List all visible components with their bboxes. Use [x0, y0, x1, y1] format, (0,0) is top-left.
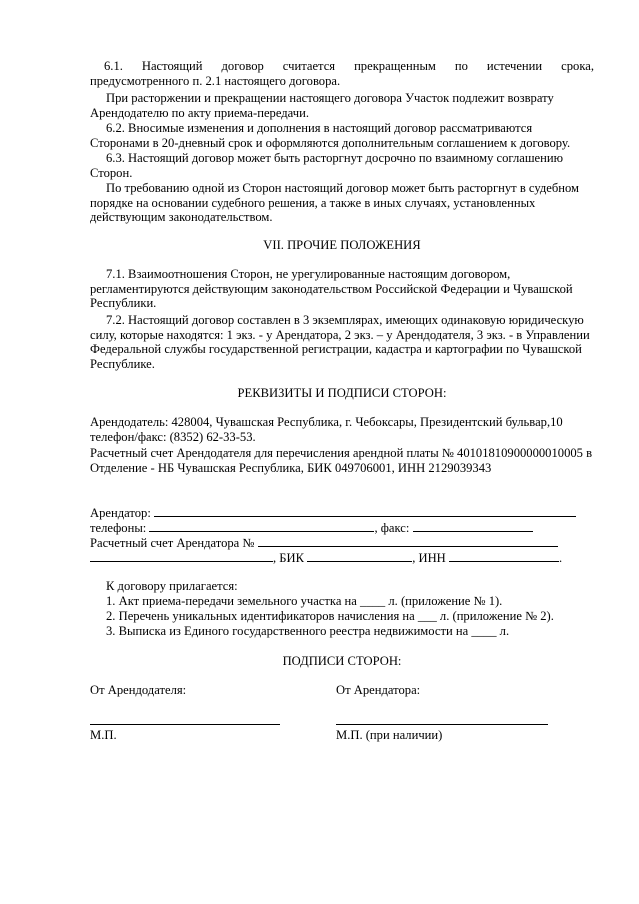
- phones-field-row: [90, 520, 533, 536]
- tenant-label: Арендатор:: [90, 506, 151, 520]
- account-continuation-blank: [90, 550, 273, 562]
- return-paragraph: При расторжении и прекращении настоящего договора Участок подлежит возврату Арендодателю по акту приема-передачи.: [90, 91, 554, 120]
- attachments-intro: К договору прилагается:: [106, 579, 238, 593]
- attachment-item-2: 2. Перечень уникальных идентификаторов начисления на ___ л. (приложение № 2).: [106, 609, 554, 623]
- clause-6-1-line2: предусмотренного п. 2.1 настоящего договора.: [90, 73, 341, 88]
- phones-label: телефоны:: [90, 521, 147, 535]
- bik-label: , БИК: [273, 551, 305, 565]
- landlord-phone-line: телефон/факс: (8352) 62-33-53.: [90, 429, 256, 444]
- landlord-signature-label: От Арендодателя:: [90, 683, 187, 697]
- landlord-signature-line: [90, 724, 280, 725]
- tenant-name-blank: [154, 505, 576, 517]
- end-period: .: [558, 551, 563, 565]
- tenant-field-row: [90, 505, 576, 521]
- clause-6-1-line1: 6.1. Настоящий договор считается прекращенным по истечении срока,: [104, 59, 594, 73]
- landlord-address-line: Арендодатель: 428004, Чувашская Республика, г. Чебоксары, Президентский бульвар,10: [90, 415, 563, 429]
- landlord-bank-account: Расчетный счет Арендодателя для перечисления арендной платы № 40101810900000010005 в Отделение - НБ Чувашская Республика, БИК 049706001, ИНН 2129039343: [90, 446, 593, 475]
- tenant-account-blank: [258, 535, 558, 547]
- clause-6-3: 6.3. Настоящий договор может быть расторгнут досрочно по взаимному соглашению Сторон.: [90, 151, 564, 180]
- landlord-address: [90, 415, 594, 444]
- bik-blank: [307, 550, 412, 562]
- court-termination-paragraph: По требованию одной из Сторон настоящий договор может быть расторгнут в судебном порядке на основании судебного решения, а также в иных случаях, установленных действующим законодательством.: [90, 181, 580, 225]
- signatures-heading: ПОДПИСИ СТОРОН:: [282, 654, 402, 668]
- attachment-item-3: 3. Выписка из Единого государственного реестра недвижимости на ____ л.: [106, 624, 510, 638]
- phones-blank: [149, 520, 374, 532]
- clause-6-2: 6.2. Вносимые изменения и дополнения в настоящий договор рассматриваются Сторонами в 20-дневный срок и оформляются дополнительным соглашением к договору.: [90, 121, 571, 150]
- tenant-signature-line: [336, 724, 548, 725]
- tenant-signature-label: От Арендатора:: [336, 683, 421, 697]
- tenant-account-row: [90, 535, 558, 551]
- inn-label: , ИНН: [412, 551, 446, 565]
- tenant-account-label: Расчетный счет Арендатора №: [90, 536, 255, 550]
- clause-7-1: 7.1. Взаимоотношения Сторон, не урегулированные настоящим договором, регламентируются действующим законодательством Российской Федерации и Чувашской Республики.: [90, 267, 573, 311]
- fax-blank: [413, 520, 533, 532]
- clause-7-2: 7.2. Настоящий договор составлен в 3 экземплярах, имеющих одинаковую юридическую силу, которые находятся: 1 экз. - у Арендатора, 2 экз. – у Арендодателя, 3 экз. - в Управлении Федеральной службы государственной регистрации, кадастра и картографии по Чувашской Республике.: [90, 313, 590, 371]
- section-7-heading: VII. ПРОЧИЕ ПОЛОЖЕНИЯ: [263, 238, 421, 252]
- bik-inn-row: [90, 550, 562, 566]
- clause-6-1: [90, 59, 594, 88]
- requisites-heading: РЕКВИЗИТЫ И ПОДПИСИ СТОРОН:: [237, 386, 447, 400]
- tenant-stamp-label: М.П. (при наличии): [336, 728, 443, 742]
- attachment-item-1: 1. Акт приема-передачи земельного участка на ____ л. (приложение № 1).: [106, 594, 503, 608]
- fax-label: , факс:: [374, 521, 410, 535]
- inn-blank: [449, 550, 559, 562]
- landlord-stamp-label: М.П.: [90, 728, 117, 742]
